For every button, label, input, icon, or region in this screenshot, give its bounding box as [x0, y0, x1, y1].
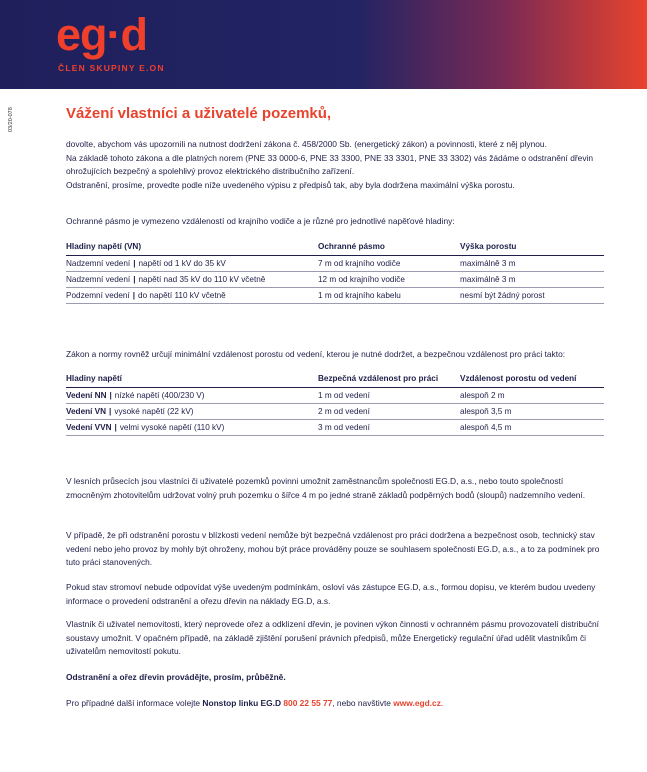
line-desc: vysoké napětí (22 kV) [114, 406, 194, 416]
table-row [66, 287, 604, 303]
line-desc: do napětí 110 kV včetně [138, 290, 226, 300]
table-header-row [66, 371, 604, 388]
paragraph-obligations: Vlastník či uživatel nemovitosti, který neprovede ořez a odklizení dřevin, je povinen výkon činnosti v ochranném pásmu provozovatelí distribuční soustavy umožnit. V opačném případě, na základě zjištění porušení právních předpisů, může Energetický regulační úřad udělit vlastníkům či uživatelům nemovitostí pokutu. [66, 619, 600, 656]
line-type: Vedení NN [66, 390, 107, 400]
height-cell: nesmí být žádný porost [460, 287, 604, 303]
website-link[interactable]: www.egd.cz [393, 698, 441, 708]
height-cell: maximálně 3 m [460, 255, 604, 271]
line-type: Nadzemní vedení [66, 258, 131, 268]
line-desc: napětí od 1 kV do 35 kV [138, 258, 226, 268]
voltage-cell [66, 419, 318, 435]
table-row [66, 271, 604, 287]
paragraph-safety: V případě, že při odstranění porostu v blízkosti vedení nemůže být bezpečná vzdálenost pro práci dodržena a bezpečnost osob, technický stav vedení nebo jeho provoz by mohly být ohroženy, mohou být práce prováděny pouze se souhlasem společnosti EG.D, a.s., a to za podmínek pro tuto práci stanovených. [66, 530, 600, 567]
distance-cell: alespoň 4,5 m [460, 419, 604, 435]
letter-title: Vážení vlastníci a uživatelé pozemků, [66, 105, 332, 122]
contact-line [66, 697, 606, 711]
safe-cell: 3 m od vedení [318, 419, 460, 435]
safe-cell: 2 m od vedení [318, 403, 460, 419]
line-type: Vedení VVN [66, 422, 112, 432]
egd-logo: eg·d [56, 9, 147, 60]
distance-cell: alespoň 2 m [460, 387, 604, 403]
separator: | [133, 258, 136, 268]
voltage-cell [66, 287, 318, 303]
separator: | [114, 422, 117, 432]
header-voltage: Hladiny napětí (VN) [66, 239, 318, 256]
line-desc: napětí nad 35 kV do 110 kV včetně [138, 274, 266, 284]
zone-cell: 1 m od krajního kabelu [318, 287, 460, 303]
header-banner [0, 0, 647, 89]
table2-section [66, 348, 606, 436]
logo-tagline: ČLEN SKUPINY E.ON [58, 63, 165, 73]
zone-cell: 7 m od krajního vodiče [318, 255, 460, 271]
table2-caption: Zákon a normy rovněž určují minimální vzdálenost porostu od vedení, kterou je nutné dodržet, a bezpečnou vzdálenost pro práci takto: [66, 349, 566, 359]
table-row [66, 387, 604, 403]
line-type: Podzemní vedení [66, 290, 130, 300]
hotline-phone-link[interactable]: 800 22 55 77 [283, 698, 333, 708]
zone-cell: 12 m od krajního vodiče [318, 271, 460, 287]
header-safe-distance: Bezpečná vzdálenost pro práci [318, 371, 460, 388]
contact-prefix: Pro případné další informace volejte [66, 698, 203, 708]
intro-section [66, 138, 606, 192]
paragraph-reminder: Odstranění a ořez dřevin provádějte, prosím, průběžně. [66, 672, 286, 682]
line-type: Vedení VN [66, 406, 107, 416]
header-height: Výška porostu [460, 239, 604, 256]
table-row [66, 403, 604, 419]
contact-middle: , nebo navštivte [332, 698, 394, 708]
letter-content [66, 104, 606, 708]
safe-cell: 1 m od vedení [318, 387, 460, 403]
contact-suffix: . [440, 698, 444, 708]
protection-zone-table [66, 239, 604, 304]
intro-line-3: Odstranění, prosíme, provedte podle níže uvedeného výpisu z předpisů tak, aby byla dodržena maximální výška porostu. [66, 179, 515, 190]
table1-section [66, 215, 606, 304]
voltage-cell [66, 271, 318, 287]
separator: | [109, 390, 112, 400]
table1-caption: Ochranné pásmo je vymezeno vzdáleností od krajního vodiče a je různé pro jednotlivé napěťové hladiny: [66, 216, 455, 226]
intro-line-2: Na základě tohoto zákona a dle platných norem (PNE 33 0000-6, PNE 33 3300, PNE 33 3301, PNE 33 3302) vás žádáme o odstranění dřevin ohrožujících bezpečný a spolehlivý provoz elektrického distribučního zařízení. [66, 152, 594, 176]
paragraph-forest-clearings: V lesních průsecích jsou vlastníci či uživatelé pozemků povinni umožnit zaměstnancům společnosti EG.D, a.s., nebo touto společností zmocněným zhotovitelům udržovat volný pruh pozemku o šířce 4 m po jedné straně základů podpěrných bodů (sloupů) nadzemního vedení. [66, 476, 586, 500]
line-desc: velmi vysoké napětí (110 kV) [119, 422, 225, 432]
voltage-cell [66, 255, 318, 271]
distance-cell: alespoň 3,5 m [460, 403, 604, 419]
header-growth-distance: Vzdálenost porostu od vedení [460, 371, 604, 388]
table-row [66, 255, 604, 271]
safe-distance-table [66, 371, 604, 436]
separator: | [132, 290, 136, 300]
document-code: 03/20-078 [8, 107, 14, 132]
table-row [66, 419, 604, 435]
line-type: Nadzemní vedení [66, 274, 131, 284]
separator: | [133, 274, 136, 284]
table-header-row [66, 239, 604, 256]
header-zone: Ochranné pásmo [318, 239, 460, 256]
voltage-cell [66, 387, 318, 403]
paragraph-notice: Pokud stav stromoví nebude odpovídat výše uvedeným podmínkám, osloví vás zástupce EG.D, a.s., formou dopisu, ve kterém budou uvedeny informace o provedení odstranění a ořezu dřevin na náklady EG.D, a.s. [66, 582, 596, 606]
voltage-cell [66, 403, 318, 419]
separator: | [109, 406, 112, 416]
header-voltage: Hladiny napětí [66, 371, 318, 388]
hotline-label: Nonstop linku EG.D [202, 698, 284, 708]
line-desc: nízké napětí (400/230 V) [114, 390, 205, 400]
intro-line-1: dovolte, abychom vás upozornili na nutnost dodržení zákona č. 458/2000 Sb. (energetický zákon) a povinnosti, které z něj plynou. [66, 139, 547, 149]
height-cell: maximálně 3 m [460, 271, 604, 287]
